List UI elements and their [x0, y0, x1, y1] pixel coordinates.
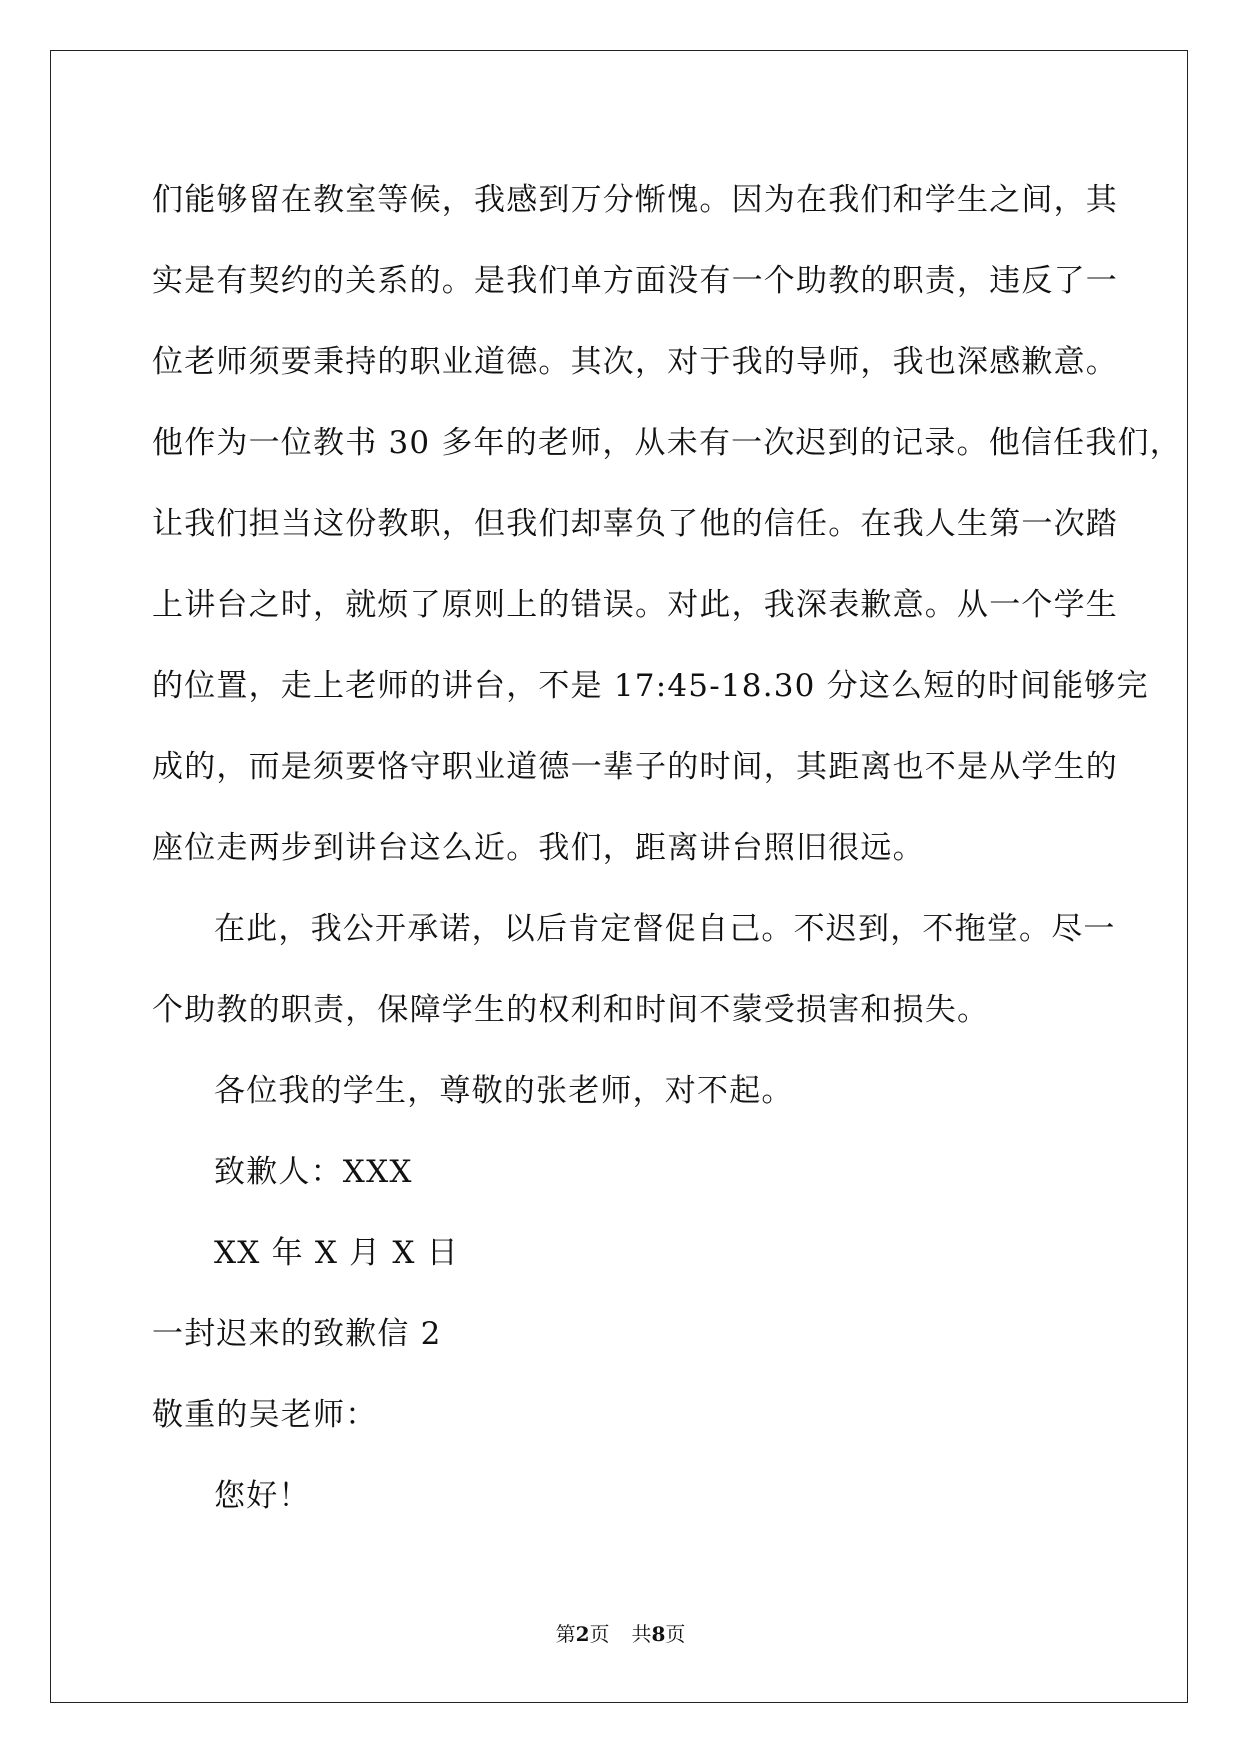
date-line: XX 年 X 月 X 日 [214, 1235, 459, 1271]
salutation: 敬重的吴老师： [152, 1397, 378, 1433]
paragraph-line: 他作为一位教书 30 多年的老师，从未有一次迟到的记录。他信任我们， [152, 425, 1182, 461]
paragraph-line: 成的，而是须要恪守职业道德一辈子的时间，其距离也不是从学生的 [152, 749, 1118, 785]
page-suffix: 页 [589, 1622, 610, 1646]
paragraph-line: 座位走两步到讲台这么近。我们，距离讲台照旧很远。 [152, 830, 925, 866]
paragraph-line: 个助教的职责，保障学生的权利和时间不蒙受损害和损失。 [152, 992, 990, 1028]
greeting: 您好！ [214, 1478, 311, 1514]
paragraph-line: 在此，我公开承诺，以后肯定督促自己。不迟到，不拖堂。尽一 [214, 911, 1116, 947]
page-total: 8 [651, 1622, 666, 1646]
section-title: 一封迟来的致歉信 2 [152, 1316, 442, 1352]
paragraph-line: 上讲台之时，就烦了原则上的错误。对此，我深表歉意。从一个学生 [152, 587, 1118, 623]
page-prefix: 第 [555, 1622, 576, 1646]
paragraph-line: 的位置，走上老师的讲台，不是 17:45-18.30 分这么短的时间能够完 [152, 668, 1149, 704]
page-footer [0, 1618, 1241, 1647]
document-body [152, 160, 1182, 1537]
apology-line: 各位我的学生，尊敬的张老师，对不起。 [214, 1073, 794, 1109]
paragraph-line: 位老师须要秉持的职业道德。其次，对于我的导师，我也深感歉意。 [152, 344, 1118, 380]
paragraph-line: 们能够留在教室等候，我感到万分惭愧。因为在我们和学生之间，其 [152, 182, 1118, 218]
page-current: 2 [575, 1622, 590, 1646]
total-prefix: 共 [631, 1622, 652, 1646]
signature-line: 致歉人：XXX [214, 1154, 413, 1190]
paragraph-line: 实是有契约的关系的。是我们单方面没有一个助教的职责，违反了一 [152, 263, 1118, 299]
paragraph-line: 让我们担当这份教职，但我们却辜负了他的信任。在我人生第一次踏 [152, 506, 1118, 542]
total-suffix: 页 [665, 1622, 686, 1646]
